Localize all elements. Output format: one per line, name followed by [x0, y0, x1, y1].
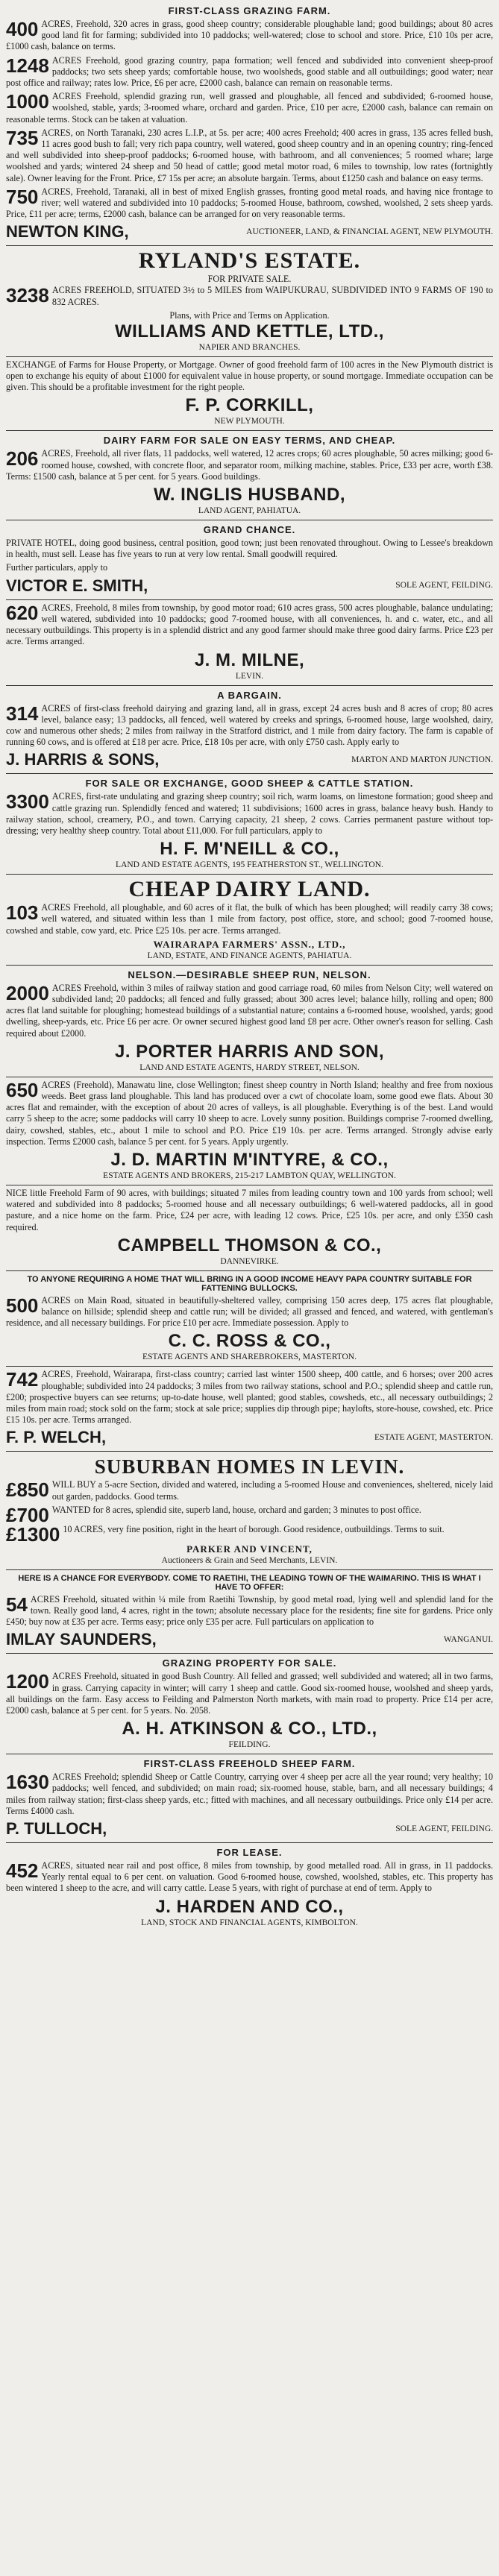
listing-text: ACRES FREEHOLD, SITUATED 3½ to 5 MILES from WAIPUKURAU, SUBDIVIDED INTO 9 FARMS OF 190 to 832 ACRES. [51, 285, 493, 307]
acreage-number: 1630 [6, 1771, 49, 1794]
listing-text: NICE little Freehold Farm of 90 acres, with buildings; situated 7 miles from leading country town and 100 yards from school; well watered and subdivided into 8 paddocks; 5-roomed house and all necessary outbuildings; 6 well-watered paddocks, all in good pasture, and a nice home on the farm. Price, £24 per acre, with leading 12 cows. Price, £25 10s. per acre, and only £350 cash required. [6, 1187, 493, 1232]
agent-name: J. M. MILNE, [194, 649, 305, 670]
listing-text: ACRES, Freehold, 8 miles from township, by good motor road; 610 acres grass, 500 acres ploughable, balance undulating; well watered, subdivided into 10 paddocks; good 7-roomed house, with all conveniences, h. and c. water, etc., and all necessary outbuildings. This property is in a splendid district and any good farmer should make three good dairy farms. Price £23 per acre. Terms arranged. [6, 602, 493, 647]
agent-name: J. D. MARTIN M'INTYRE, & CO., [110, 1149, 389, 1170]
listing [6, 1080, 493, 1147]
listing-text: ACRES on Main Road, situated in beautifully-sheltered valley, comprising 150 acres deep, 175 acres flat ploughable, balance on hillside; splendid sheep and cattle run; will be divided; all grassed and fenced, and watered, with gentleman's residence, and all necessary buildings. For price £10 per acre. Immediate possession. Apply to [6, 1294, 493, 1329]
ad-note: Plans, with Price and Terms on Application. [169, 309, 330, 321]
ad-imlay-saunders [6, 1570, 493, 1654]
ad-harden [6, 1843, 493, 1932]
ad-header: GRAZING PROPERTY FOR SALE. [162, 1657, 337, 1669]
ad-header: TO ANYONE REQUIRING A HOME THAT WILL BRING IN A GOOD INCOME HEAVY PAPA COUNTRY SUITABLE FOR FATTENING BULLOCKS. [27, 1274, 472, 1293]
acreage-number: 500 [6, 1294, 39, 1317]
listing [6, 285, 493, 307]
listing-3 [6, 1522, 493, 1546]
ad-header: DAIRY FARM FOR SALE ON EASY TERMS, AND CHEAP. [103, 435, 396, 447]
ad-victor-smith [6, 520, 493, 600]
ad-inglis-husband [6, 431, 493, 520]
acreage-number: 400 [6, 18, 39, 40]
listing-text: WILL BUY a 5-acre Section, divided and watered, including a 5-roomed House and conveniences, sheltered, nicely laid out garden, paddocks. Good terms. [51, 1479, 493, 1502]
listing [6, 1295, 493, 1329]
listing [6, 983, 493, 1039]
acreage-number: 750 [6, 185, 39, 208]
listing-text: ACRES Freehold, good grazing country, papa formation; well fenced and subdivided into convenient sheep-proof paddocks; two sets sheep yards; comfortable house, two woolsheds, good stable and all outbuildings; good water; near post office and railway; rates low. Price, £6 per acre, £2000 cash, balance can remain on reasonable terms. [6, 54, 493, 89]
ad-header: GRAND CHANCE. [203, 524, 296, 536]
ad-title: CHEAP DAIRY LAND. [128, 877, 371, 902]
ad-header: HERE IS A CHANCE FOR EVERYBODY. COME TO RAETIHI, THE LEADING TOWN OF THE WAIMARINO. THIS IS WHAT I HAVE TO OFFER: [18, 1573, 481, 1592]
listing-text: ACRES, on North Taranaki, 230 acres L.I.P., at 5s. per acre; 400 acres Freehold; 400 acres in grass, 135 acres felled bush, 11 acres good bush to fall; very rich papa country, well watered, good sheep country and in an opening country; ring-fenced and well subdivided into sheep-proof paddocks; 6-roomed house, with bathroom, and all conveniences; 5 roomed whare; large woolshed and yards; wintered 24 sheep and 50 head of cattle; good metal motor road, 6 miles to township, low rates (fortnightly sale). Owner leaving for the Front. Price, £7 15s per acre; an absolute bargain. Terms, about £1250 cash and balance on easy terms. [6, 127, 493, 183]
ad-header: FOR SALE OR EXCHANGE, GOOD SHEEP & CATTLE STATION. [85, 778, 414, 790]
agent-name: IMLAY SAUNDERS, [6, 1630, 157, 1649]
agent-name: W. INGLIS HUSBAND, [153, 485, 345, 506]
ad-header: FIRST-CLASS GRAZING FARM. [168, 5, 331, 16]
agent-name: A. H. ATKINSON & CO., LTD., [122, 1719, 377, 1739]
acreage-number: 620 [6, 601, 39, 624]
listing-text: ACRES, Freehold, 320 acres in grass, good sheep country; considerable ploughable land; good buildings; about 80 acres good land fit for farming; subdivided into 10 paddocks; well-watered; close to school and store. Price, £10 10s per acre, £1000 cash, balance on terms. [6, 19, 493, 52]
agent-address: ESTATE AGENT, MASTERTON. [374, 1432, 493, 1442]
agent-name: C. C. ROSS & CO., [168, 1331, 331, 1352]
listing-text: ACRES, first-rate undulating and grazing sheep country; soil rich, warm loams, on limestone formation; good sheep and cattle grazing run. Splendidly fenced and watered; 11 subdivisions; 1600 acres in grass, balance heavy bush. Handy to railway station, school, creamery, P.O., and town. Carrying capacity, 21 sheep, 2 cows. Carries permanent pasture without top-dressing; very healthy sheep country. Total about £11,000. For full particulars, apply to [6, 791, 493, 836]
price-number: £700 [6, 1503, 49, 1526]
ad-welch [6, 1367, 493, 1452]
acreage-number: 314 [6, 702, 39, 725]
ad-newton-king [6, 1, 493, 246]
agent-address: SOLE AGENT, FEILDING. [395, 1824, 493, 1833]
ad-header: FIRST-CLASS FREEHOLD SHEEP FARM. [143, 1758, 356, 1770]
listing [6, 602, 493, 648]
acreage-number: 206 [6, 447, 39, 470]
agent-name: WAIRARAPA FARMERS' ASSN., LTD., [153, 938, 346, 950]
ad-header: FOR LEASE. [216, 1847, 283, 1859]
listing-text: ACRES (Freehold), Manawatu line, close Wellington; finest sheep country in North Island; healthy and free from noxious weeds. Beet grass land ploughable. This land has produced over a cwt of chocolate loam, some good ewe flats. About 30 acres flat and remainder, with the exception of about 20 acres of valleys, is all ploughable. Everything is of the best. Land would carry 5 sheep to the acre; some paddocks will carry 10 sheep to acre. Lovely sunny position. Buildings comprise 7-roomed dwelling, dairy, cowshed, stables, etc., about 1 mile to school and P.O. Price £19 10s. per acre. Terms arranged. Strongly advise early inspection. Terms £2000 cash, balance 5 per cent. for 5 years. Apply urgently. [6, 1079, 493, 1147]
listing [6, 1860, 493, 1895]
agent-address: LAND AND ESTATE AGENTS, 195 FEATHERSTON ST., WELLINGTON. [116, 860, 383, 870]
agent-address: NEW PLYMOUTH. [214, 417, 285, 426]
agent-address: LAND AND ESTATE AGENTS, HARDY STREET, NELSON. [139, 1062, 360, 1072]
ad-header: NELSON.—DESIRABLE SHEEP RUN, NELSON. [128, 969, 371, 980]
agent-name: VICTOR E. SMITH, [6, 576, 148, 595]
ad-mneill [6, 774, 493, 875]
acreage-number: 650 [6, 1078, 39, 1101]
ad-campbell-thomson [6, 1185, 493, 1271]
listing-2 [6, 55, 493, 89]
ad-atkinson [6, 1654, 493, 1754]
listing-text: ACRES of first-class freehold dairying and grazing land, all in grass, except 24 acres bush and 8 acres of crop; 80 acres level, balance easy; 13 paddocks, all fenced, well watered by creeks and springs, 6-roomed house, large woolshed, dairy, cow and numerous other sheds; 2 miles from railway in the Stratford district, and 1 mile from dairy factory. The farm is capable of running 60 cows, and is offered at £18 per acre. Price, £18 10s per acre, with only £750 cash. Apply early to [6, 702, 493, 748]
agent-address: FEILDING. [228, 1740, 271, 1750]
agent-name: H. F. M'NEILL & CO., [160, 839, 339, 860]
listing-text: WANTED for 8 acres, splendid site, superb land, house, orchard and garden; 3 minutes to post office. [51, 1504, 421, 1515]
ad-martin-mcintyre [6, 1077, 493, 1185]
listing-text: ACRES Freehold, splendid grazing run, well grassed and ploughable, all fenced and subdivided; 6-roomed house, woolshed, stable, yards; 3-roomed whare, orchard and garden. Price, £10 per acre, £2000 cash, balance can remain on reasonable terms. Stock can be taken at valuation. [6, 91, 493, 125]
agent-name: PARKER AND VINCENT, [186, 1543, 313, 1555]
acreage-number: 452 [6, 1859, 39, 1883]
listing-text: ACRES, Freehold, Wairarapa, first-class country; carried last winter 1500 sheep, 400 cattle, and 6 horses; over 200 acres ploughable; subdivided into 24 paddocks; 3 miles from two railway stations, school and P.O.; splendid sheep and cattle run, £200; prospective buyers can see returns; up-to-date house, well planted; good stables, cowsheds, etc., all necessary outbuildings; 2 miles from main road; stock sold on the farm; stock at sale price; supplies dip through pipe; haylofts, store-house, cowshed, etc. Price £15 10s. per acre. Terms arranged. [6, 1369, 493, 1426]
ad-title: RYLAND'S ESTATE. [138, 248, 361, 274]
agent-address: WANGANUI. [443, 1634, 493, 1644]
listing [6, 791, 493, 837]
agent-address: LAND, STOCK AND FINANCIAL AGENTS, KIMBOLTON. [141, 1918, 358, 1927]
agent-name: NEWTON KING, [6, 222, 129, 242]
agent-name: J. PORTER HARRIS AND SON, [115, 1041, 384, 1062]
agent-name: J. HARDEN AND CO., [155, 1896, 344, 1917]
listing-2 [6, 1503, 493, 1526]
agent-signature [6, 1819, 493, 1839]
agent-address: NAPIER AND BRANCHES. [198, 342, 301, 352]
agent-address: MARTON AND MARTON JUNCTION. [351, 755, 493, 764]
agent-role: AUCTIONEER, LAND, & FINANCIAL AGENT, NEW PLYMOUTH. [246, 227, 493, 236]
ad-title: SUBURBAN HOMES IN LEVIN. [94, 1455, 405, 1478]
listing [6, 1594, 493, 1628]
agent-signature [6, 576, 493, 596]
listing-text: ACRES, Freehold, Taranaki, all in best of mixed English grasses, fronting good metal roads, and having nice frontage to river; well watered and subdivided into 10 paddocks; 5-roomed House, bathroom, cowshed, woolshed, 2 sets sheep yards. Price, £11 per acre; terms, £2000 cash, balance can be arranged for on very reasonable terms. [6, 186, 493, 220]
agent-signature [6, 222, 493, 242]
acreage-number: 1000 [6, 90, 49, 113]
agent-name: WILLIAMS AND KETTLE, LTD., [115, 321, 384, 341]
acreage-number: 735 [6, 126, 39, 149]
ad-corkill [6, 357, 493, 432]
listing [6, 902, 493, 936]
listing-text: ACRES Freehold, within 3 miles of railway station and good carriage road, 60 miles from Nelson City; well watered on subdivided land; 20 paddocks; all fenced and fully grassed; about 300 acres level; balance hilly, rolling and open; 800 acres flat land suitable for ploughing; homestead buildings of a substantial nature; contains a 6-roomed house, woolshed, yards; good dwelling, sheep-yards, etc. Price £6 per acre. Or owner secured highest good land £8 per acre. Other owner's reason for selling. Cash required about £2000. [6, 982, 493, 1039]
agent-name: F. P. WELCH, [6, 1428, 107, 1447]
listing-text: EXCHANGE of Farms for House Property, or Mortgage. Owner of good freehold farm of 100 acres in the New Plymouth district is open to exchange his equity of about £1000 for equivalent value in house property, or sound mortgage. Immediate occupation can be given. This should be a profitable investment for the right people. [6, 359, 493, 393]
listing-5 [6, 186, 493, 221]
ad-subtitle: FOR PRIVATE SALE. [207, 274, 292, 285]
agent-address: DANNEVIRKE. [220, 1256, 279, 1266]
acreage-number: 3238 [6, 284, 49, 307]
acreage-number: 1200 [6, 1670, 49, 1693]
agent-address: LAND, ESTATE, AND FINANCE AGENTS, PAHIATUA. [147, 951, 352, 960]
listing [6, 1772, 493, 1817]
ad-tulloch [6, 1754, 493, 1843]
listing-text: ACRES Freehold, situated within ¼ mile from Raetihi Township, by good metal road, lying well and splendid land for the town. Really good land, 4 acres, right in the town; absolute necessary place for the residents; fine site for gardens. Price only £450; buy now at £35 per acre. Terms easy; price only £35 per acre. Full particulars on application to [6, 1593, 493, 1628]
agent-address: ESTATE AGENTS AND SHAREBROKERS, MASTERTON. [142, 1352, 357, 1362]
ad-header: A BARGAIN. [217, 689, 282, 701]
listing-text: 10 ACRES, very fine position, right in the heart of borough. Good residence, outbuildings. Terms to suit. [63, 1523, 445, 1534]
listing [6, 448, 493, 482]
listing [6, 1671, 493, 1716]
ad-milne [6, 600, 493, 686]
acreage-number: 1248 [6, 54, 49, 77]
agent-address: Auctioneers & Grain and Seed Merchants, LEVIN. [161, 1555, 338, 1565]
listing-text: ACRES Freehold, all ploughable, and 60 acres of it flat, the bulk of which has been ploughed; will readily carry 38 cows; well watered, and situated within less than 1 mile from factory, post office, store, and school; good 7-roomed house, cowshed and stable, cow yard, etc. Price £25 10s. per acre. Terms arranged. [6, 902, 493, 936]
agent-address: LAND AGENT, PAHIATUA. [198, 506, 301, 516]
listing-text: ACRES, Freehold, all river flats, 11 paddocks, well watered, 12 acres crops; 60 acres ploughable, 50 acres milking; good 6-roomed house, cowshed, with concrete floor, and separator room, milking machine, stables. Price, £33 per acre, worth £38. Terms: £1500 cash, balance at 5 per cent. for 5 years. Good buildings. [6, 448, 493, 482]
listing-text: ACRES Freehold, situated in good Bush Country. All felled and grassed; well subdivided and watered; all in two farms, in grass. Carrying capacity in winter; will carry 1 sheep and cattle. Good six-roomed house, woolshed and sheep yards, all buildings on the farm. Easy access to Feilding and Palmerston North markets, with main road to property. Price £14 per acre, £2000 cash, balance at 5 per cent. for 5 years. No. 2058. [6, 1671, 493, 1716]
agent-address: SOLE AGENT, FEILDING. [395, 581, 493, 591]
acreage-number: 2000 [6, 981, 49, 1004]
listing [6, 703, 493, 749]
agent-address: LEVIN. [235, 671, 264, 681]
agent-signature [6, 1428, 493, 1447]
acreage-number: 103 [6, 901, 39, 925]
listing-1 [6, 19, 493, 53]
acreage-number: 742 [6, 1368, 39, 1391]
ad-porter-harris [6, 966, 493, 1077]
agent-address: ESTATE AGENTS AND BROKERS, 215-217 LAMBTON QUAY, WELLINGTON. [103, 1171, 396, 1180]
ad-suburban-homes-levin [6, 1452, 493, 1569]
listing-3 [6, 91, 493, 125]
acreage-number: 54 [6, 1593, 28, 1616]
listing-1 [6, 1479, 493, 1502]
acreage-number: 3300 [6, 790, 49, 813]
agent-name: CAMPBELL THOMSON & CO., [117, 1235, 382, 1256]
ad-rylands-estate [6, 246, 493, 356]
ad-note: Further particulars, apply to [6, 562, 108, 573]
agent-signature [6, 750, 493, 769]
listing-4 [6, 127, 493, 184]
price-number: £850 [6, 1478, 49, 1502]
agent-name: J. HARRIS & SONS, [6, 750, 160, 769]
agent-name: P. TULLOCH, [6, 1819, 107, 1839]
listing-text: ACRES, situated near rail and post office, 8 miles from township, by good metalled road. All in grass, in 11 paddocks. Yearly rental equal to 6 per cent. on valuation. Good 6-roomed house, cowshed, woolshed, stables, etc. This property has been wintered 1 sheep to the acre, and will carry cattle. Lease 5 years, with right of purchase at end of term. Apply to [6, 1860, 493, 1894]
ad-ross [6, 1271, 493, 1367]
agent-signature [6, 1630, 493, 1649]
agent-name: F. P. CORKILL, [185, 395, 314, 416]
listing-text: PRIVATE HOTEL, doing good business, central position, good town; just been renovated throughout. Owing to Lessee's breakdown in health, must sell. Lease has five years to run at very low rental. Small goodwill required. [6, 538, 493, 560]
price-number: £1300 [6, 1522, 60, 1546]
listing-text: ACRES Freehold; splendid Sheep or Cattle Country, carrying over 4 sheep per acre all the year round; very healthy; 10 paddocks; well fenced, and subdivided; on main road; six-roomed house, stable, barn, and all necessary buildings; 4 miles from railway station; first-class sheep yards, etc.; fitted with machines, and all necessary outbuildings. Price only £14 per acre. Terms £4000 cash. [6, 1772, 493, 1816]
ad-cheap-dairy-land [6, 875, 493, 966]
listing [6, 1369, 493, 1426]
ad-harris-sons [6, 686, 493, 775]
